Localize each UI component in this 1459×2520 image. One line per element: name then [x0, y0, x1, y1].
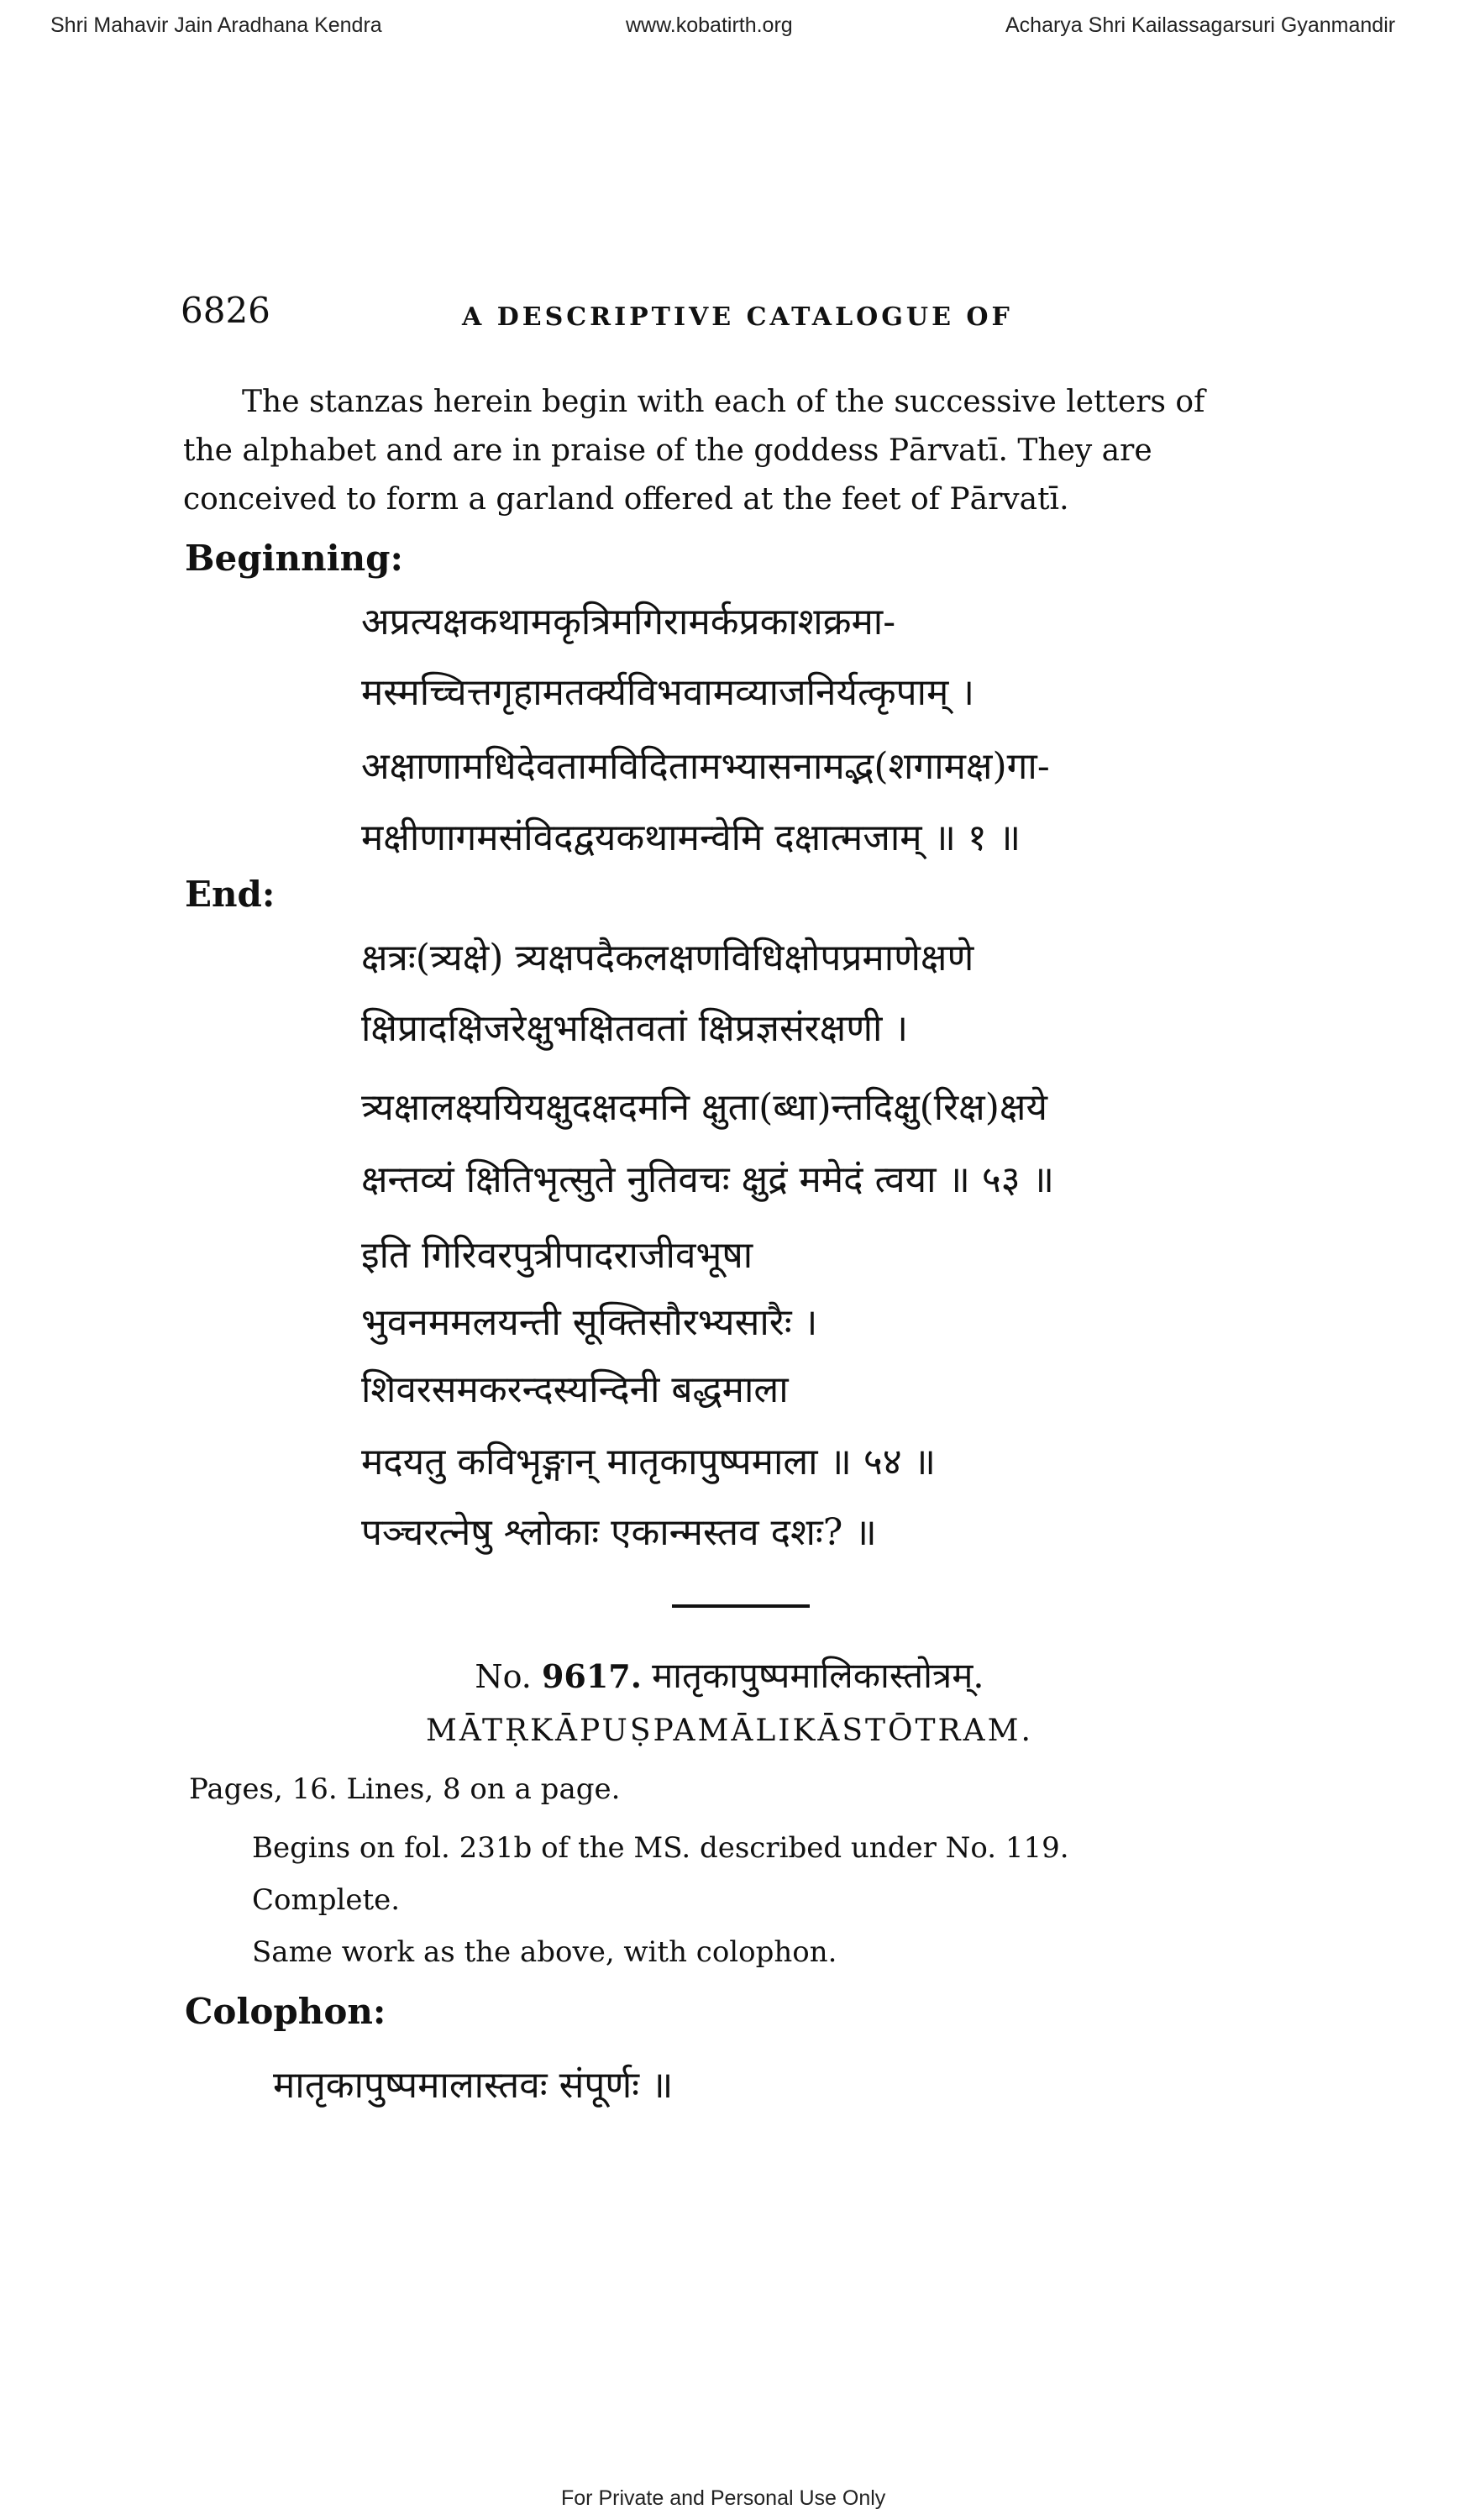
end-label: End:	[185, 874, 276, 915]
entry-pages-line: Pages, 16. Lines, 8 on a page.	[189, 1772, 621, 1806]
section-divider	[672, 1604, 810, 1608]
entry-number-prefix: No.	[475, 1658, 532, 1695]
entry-heading	[0, 1651, 1459, 1698]
header-left: Shri Mahavir Jain Aradhana Kendra	[50, 13, 382, 37]
end-verse-line: त्र्यक्षालक्ष्ययियक्षुदक्षदमनि क्षुता(ब्धा)न्तदिक्षु(रिक्ष)क्षये	[361, 1086, 1047, 1129]
beginning-verse-line: मक्षीणागमसंविदद्वयकथामन्वेमि दक्षात्मजाम् ॥ १ ॥	[361, 816, 1021, 859]
end-verse-line: भुवनममलयन्ती सूक्तिसौरभ्यसारैः ।	[361, 1301, 818, 1344]
entry-number: 9617.	[541, 1657, 642, 1695]
entry-title-roman: MĀTṚKĀPUṢPAMĀLIKĀSTŌTRAM.	[426, 1714, 1033, 1748]
header-right: Acharya Shri Kailassagarsuri Gyanmandir	[1005, 13, 1396, 37]
entry-same-work-line: Same work as the above, with colophon.	[252, 1935, 837, 1969]
beginning-label: Beginning:	[185, 538, 403, 579]
end-verse-line: पञ्चरत्नेषु श्लोकाः एकान्मस्तव दशः? ॥	[361, 1511, 877, 1554]
entry-begins-line: Begins on fol. 231b of the MS. described under No. 119.	[252, 1831, 1069, 1865]
end-verse-line: मदयतु कविभृङ्गान् मातृकापुष्पमाला ॥ ५४ ॥	[361, 1441, 936, 1483]
page-number: 6826	[181, 290, 270, 331]
entry-title-devanagari: मातृकापुष्पमालिकास्तोत्रम्.	[652, 1655, 984, 1696]
beginning-verse-line: अक्षाणामधिदेवतामविदितामभ्यासनामद्भ(शगामक्ष)गा-	[361, 745, 1050, 788]
running-head: A DESCRIPTIVE CATALOGUE OF	[462, 302, 1013, 332]
footer-note: For Private and Personal Use Only	[561, 2486, 886, 2510]
colophon-label: Colophon:	[185, 1991, 386, 2032]
beginning-verse-line: मस्मच्चित्तगृहामतर्क्यविभवामव्याजनिर्यत्कृपाम् ।	[361, 671, 974, 714]
end-verse-line: क्षिप्रादक्षिजरेक्षुभक्षितवतां क्षिप्रज्ञसंरक्षणी ।	[361, 1007, 909, 1050]
colophon-text: मातृकापुष्पमालास्तवः संपूर्णः ॥	[273, 2064, 674, 2107]
intro-paragraph	[183, 378, 1292, 524]
header-center: www.kobatirth.org	[626, 13, 793, 37]
entry-complete-line: Complete.	[252, 1883, 401, 1917]
intro-line: The stanzas herein begin with each of the successive letters of	[242, 385, 1205, 419]
beginning-verse-line: अप्रत्यक्षकथामकृत्रिमगिरामर्कप्रकाशक्रमा-	[361, 601, 896, 643]
end-verse-line: क्षत्रः(त्र्यक्षे) त्र्यक्षपदैकलक्षणविधिक्षोपप्रमाणेक्षणे	[361, 937, 974, 979]
intro-line: conceived to form a garland offered at the feet of Pārvatī.	[183, 482, 1069, 517]
end-verse-line: इति गिरिवरपुत्रीपादराजीवभूषा	[361, 1234, 753, 1277]
end-verse-line: शिवरसमकरन्दस्यन्दिनी बद्धमाला	[361, 1368, 789, 1411]
intro-line: the alphabet and are in praise of the goddess Pārvatī. They are	[183, 433, 1152, 468]
end-verse-line: क्षन्तव्यं क्षितिभृत्सुते नुतिवचः क्षुद्रं ममेदं त्वया ॥ ५३ ॥	[361, 1158, 1054, 1201]
